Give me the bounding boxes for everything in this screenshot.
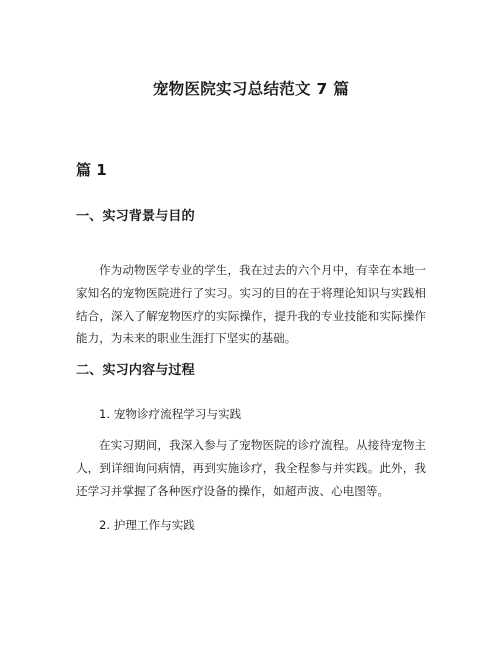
document-title: 宠物医院实习总结范文 7 篇 <box>152 80 350 98</box>
section-heading-content: 二、实习内容与过程 <box>76 363 195 378</box>
section-heading-background: 一、实习背景与目的 <box>76 209 195 224</box>
list-item-diagnosis: 1. 宠物诊疗流程学习与实践 <box>99 407 242 421</box>
list-item-nursing: 2. 护理工作与实践 <box>99 518 195 532</box>
list-item-diagnosis-paragraph: 在实习期间，我深入参与了宠物医院的诊疗流程。从接待宠物主人，到详细询问病情，再到实施诊疗，我全程参与并实践。此外，我还学习并掌握了各种医疗设备的操作，如超声波、心电图等。 <box>76 438 426 498</box>
chapter-heading: 篇 1 <box>76 161 107 179</box>
section-paragraph-background: 作为动物医学专业的学生，我在过去的六个月中，有幸在本地一家知名的宠物医院进行了实习。实习的目的在于将理论知识与实践相结合，深入了解宠物医疗的实际操作，提升我的专业技能和实际操作能力，为未来的职业生涯打下坚实的基础。 <box>76 263 426 346</box>
